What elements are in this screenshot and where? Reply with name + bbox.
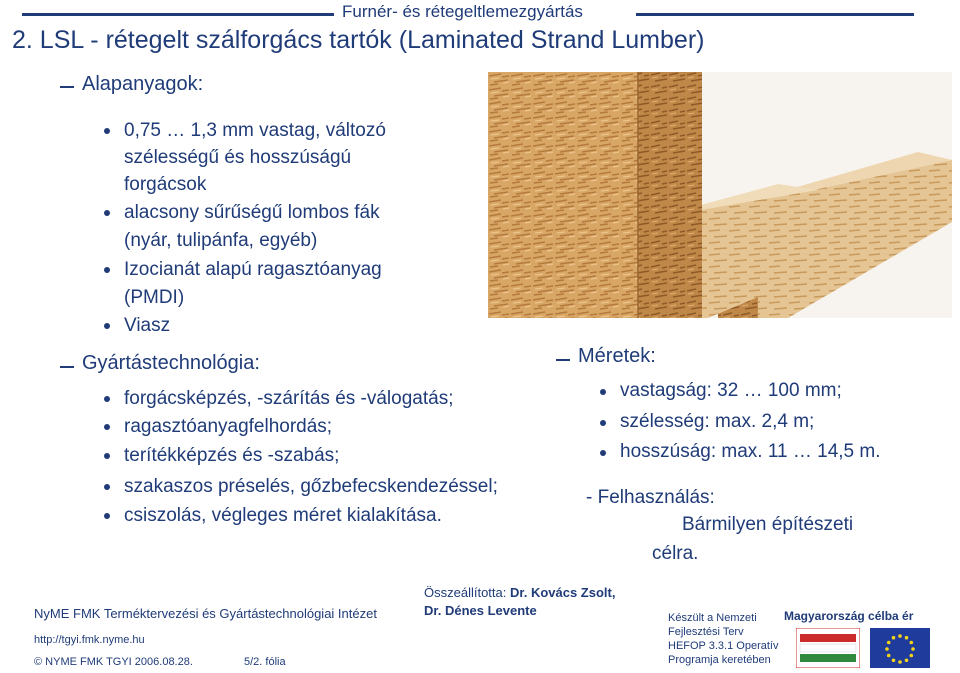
- gyartas-item-5: csiszolás, végleges méret kialakítása.: [124, 505, 442, 526]
- alapanyag-line-3: forgácsok: [124, 174, 207, 195]
- institute-url[interactable]: http://tgyi.fmk.nyme.hu: [34, 634, 145, 646]
- made-line-4: Programja keretében: [668, 654, 771, 666]
- alapanyag-line-2: szélességű és hosszúságú: [124, 147, 352, 168]
- alapanyag-line-8: Viasz: [124, 315, 171, 336]
- header-title: Furnér- és rétegeltlemezgyártás: [342, 2, 583, 21]
- felhasznalas-heading: - Felhasználás:: [586, 487, 715, 508]
- compiled-name-1: Dr. Kovács Zsolt,: [509, 585, 616, 600]
- slogan: Magyarország célba ér: [784, 609, 914, 623]
- gyartas-item-4: szakaszos préselés, gőzbefecskendezéssel;: [124, 476, 498, 497]
- bullet-1: [104, 128, 110, 134]
- meretek-item-3: hosszúság: max. 11 … 14,5 m.: [620, 441, 881, 462]
- bullet-m2: [600, 420, 606, 426]
- meretek-item-1: vastagság: 32 … 100 mm;: [620, 380, 842, 401]
- alapanyag-line-6: Izocianát alapú ragasztóanyag: [124, 259, 382, 280]
- institute-name: NyME FMK Terméktervezési és Gyártástechnológiai Intézet: [34, 606, 377, 621]
- gyartas-item-1: forgácsképzés, -szárítás és -válogatás;: [124, 388, 454, 409]
- dash-gyartas: [60, 366, 74, 368]
- alapanyagok-heading: Alapanyagok:: [82, 73, 204, 95]
- bullet-2: [104, 210, 110, 216]
- gyartas-item-3: terítékképzés és -szabás;: [124, 445, 340, 466]
- bullet-g1: [104, 396, 110, 402]
- made-line-3: HEFOP 3.3.1 Operatív: [668, 640, 779, 652]
- alapanyag-line-4: alacsony sűrűségű lombos fák: [124, 202, 380, 223]
- compiled-by: [424, 585, 615, 600]
- lsl-beams-illustration: [488, 72, 952, 318]
- nft-logo: [796, 628, 860, 668]
- bullet-4: [104, 323, 110, 329]
- header-rule-right: [636, 13, 914, 16]
- bullet-g3: [104, 453, 110, 459]
- gyartas-item-2: ragasztóanyagfelhordás;: [124, 416, 333, 437]
- page-number: 5/2. fólia: [244, 656, 286, 668]
- made-line-2: Fejlesztési Terv: [668, 626, 744, 638]
- felhasznalas-line-2: célra.: [652, 543, 699, 564]
- felhasznalas-line-1: Bármilyen építészeti: [682, 514, 854, 535]
- made-line-1: Készült a Nemzeti: [668, 612, 757, 624]
- alapanyag-line-7: (PMDI): [124, 287, 185, 308]
- bullet-g5: [104, 513, 110, 519]
- dash-alapanyagok: [60, 86, 74, 88]
- bullet-m3: [600, 450, 606, 456]
- compiled-name-2: Dr. Dénes Levente: [424, 603, 537, 618]
- meretek-heading: Méretek:: [578, 345, 656, 367]
- alapanyag-line-1: 0,75 … 1,3 mm vastag, változó: [124, 120, 386, 141]
- meretek-item-2: szélesség: max. 2,4 m;: [620, 411, 815, 432]
- bullet-g2: [104, 424, 110, 430]
- eu-flag-logo: [870, 628, 930, 668]
- bullet-3: [104, 267, 110, 273]
- alapanyag-line-5: (nyár, tulipánfa, egyéb): [124, 230, 318, 251]
- header-rule-left: [22, 13, 334, 16]
- slide-title: 2. LSL - rétegelt szálforgács tartók (Laminated Strand Lumber): [12, 26, 705, 54]
- bullet-g4: [104, 484, 110, 490]
- bullet-m1: [600, 389, 606, 395]
- dash-meretek: [556, 359, 570, 361]
- gyartas-heading: Gyártástechnológia:: [82, 352, 260, 374]
- copyright: © NYME FMK TGYI 2006.08.28.: [34, 656, 193, 668]
- lsl-beams-photo: [488, 72, 952, 318]
- compiled-label: Összeállította:: [424, 585, 510, 600]
